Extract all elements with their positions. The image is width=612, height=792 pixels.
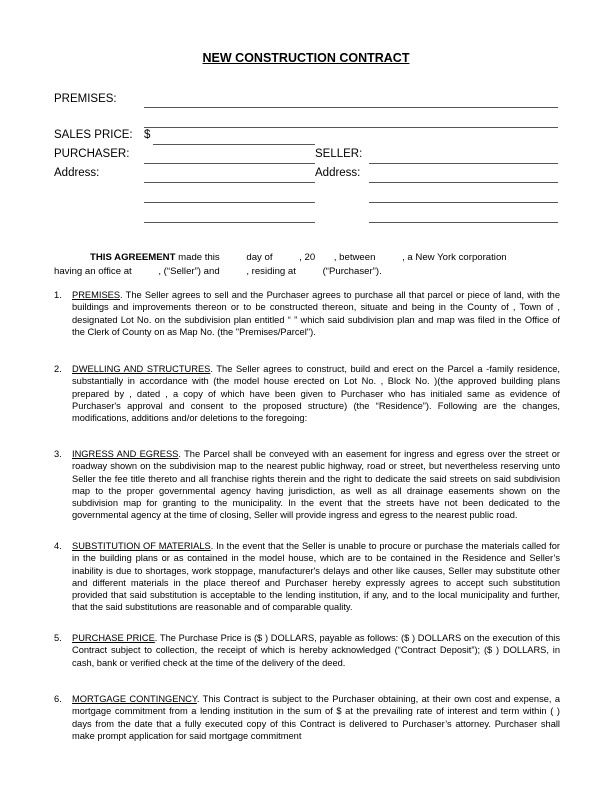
- section-number: 6.: [54, 694, 62, 704]
- section-body: [72, 632, 560, 669]
- premises-line-2[interactable]: [144, 127, 558, 128]
- section-heading: MORTGAGE CONTINGENCY: [72, 694, 197, 704]
- intro-line-1: [90, 251, 558, 265]
- section-substitution-of-materials: [54, 540, 560, 614]
- section-ingress-and-egress: [54, 448, 560, 522]
- seller-address-label: Address:: [315, 167, 361, 179]
- purchaser-line[interactable]: [144, 163, 315, 164]
- intro-line-2: having an office at , (“Seller”) and , residing at (“Purchaser”).: [54, 266, 382, 277]
- premises-label: PREMISES:: [54, 93, 117, 105]
- intro-line-1-text: made this day of , 20 , between , a New York corporation: [175, 252, 507, 263]
- section-number: 4.: [54, 541, 62, 551]
- seller-address-line-2[interactable]: [369, 202, 558, 203]
- seller-label: SELLER:: [315, 148, 363, 160]
- section-text: . The Purchase Price is ($ ) DOLLARS, payable as follows: ($ ) DOLLARS on the execution of this Contract subject to collection, the receipt of which is hereby acknowledged (“Contract Deposit”); ($ ) DOLLARS, in cash, bank or verified check at the time of the delivery of the deed.: [72, 633, 561, 668]
- section-text: . In the event that the Seller is unable to procure or purchase the materials called for in the building plans or as contained in the model house, which are to be contained in the Residence and Seller’s inability is due to shortages, work stoppage, manufacturer's delays and other like causes, Seller may substitute other and different materials in the place thereof and Purchaser hereby expressly agrees to accept such substitution provided that said substitution is acceptable to the lending institution, if any, and to the local municipality and further, that the said substitutions are reasonable and of comparable quality.: [72, 541, 561, 613]
- section-mortgage-contingency: [54, 693, 560, 742]
- section-body: [72, 540, 560, 614]
- purchaser-address-line-1[interactable]: [144, 182, 315, 183]
- section-dwelling-and-structures: [54, 363, 560, 424]
- section-number: 5.: [54, 633, 62, 643]
- purchaser-address-label: Address:: [54, 167, 100, 179]
- section-text: . The Parcel shall be conveyed with an easement for ingress and egress over the street or roadway shown on the subdivision map to the nearest public highway, road or street, but nevertheless reserving unto Seller the fee title thereto and all franchise rights therein and the right to dedicate the said streets on said subdivision map to the proper governmental agency having jurisdiction, as well as all drainage easements shown on the subdivision map for granting to the municipality. In the event that the streets have not been dedicated to the governmental agency at the time of closing, Seller will provide ingress and egress to the nearest public road.: [72, 449, 560, 521]
- section-text: . The Seller agrees to construct, build and erect on the Parcel a -family residence, substantially in accordance with (the model house erected on Lot No. , Block No. )(the approved building plans prepared by , dated , a copy of which have been given to Purchaser who has initialed same as evidence of Purchaser's approval and consent to the proposed structure) (the “Residence”). Following are the changes, modifications, additions and/or deletions to the foregoing:: [72, 364, 560, 424]
- purchaser-address-line-3[interactable]: [144, 222, 315, 223]
- section-text: . The Seller agrees to sell and the Purchaser agrees to purchase all that parcel or piece of land, with the buildings and improvements thereon or to be constructed thereon, situate and being in the County of , Town of , designated Lot No. on the subdivision plan entitled “ ” which said subdivision plan and map was filed in the Office of the Clerk of County on as Map No. (the "Premises/Parcel").: [72, 290, 560, 337]
- section-heading: PREMISES: [72, 290, 121, 300]
- sales-price-line[interactable]: [153, 144, 315, 145]
- section-body: [72, 448, 560, 522]
- section-number: 2.: [54, 364, 62, 374]
- seller-address-line-3[interactable]: [369, 222, 558, 223]
- section-number: 3.: [54, 449, 62, 459]
- section-purchase-price: [54, 632, 560, 669]
- intro-agreement-heading: THIS AGREEMENT: [90, 252, 176, 263]
- section-body: [72, 363, 560, 424]
- dollar-sign: $: [144, 129, 151, 141]
- section-body: [72, 289, 560, 338]
- section-premises: [54, 289, 560, 338]
- section-heading: INGRESS AND EGRESS: [72, 449, 179, 459]
- seller-address-line-1[interactable]: [369, 182, 558, 183]
- purchaser-address-line-2[interactable]: [144, 202, 315, 203]
- section-text: . This Contract is subject to the Purchaser obtaining, at their own cost and expense, a mortgage commitment from a lending institution in the sum of $ at the prevailing rate of interest and term within ( ) days from the date that a fully executed copy of this Contract is delivered to Purchaser’s attorney. Purchaser shall make prompt application for said mortgage commitment: [72, 694, 560, 741]
- section-heading: DWELLING AND STRUCTURES: [72, 364, 211, 374]
- section-number: 1.: [54, 290, 62, 300]
- page-title: NEW CONSTRUCTION CONTRACT: [202, 51, 410, 65]
- section-heading: SUBSTITUTION OF MATERIALS: [72, 541, 211, 551]
- sales-price-label: SALES PRICE:: [54, 129, 133, 141]
- section-heading: PURCHASE PRICE: [72, 633, 155, 643]
- seller-line[interactable]: [369, 163, 558, 164]
- purchaser-label: PURCHASER:: [54, 148, 130, 160]
- premises-line-1[interactable]: [144, 107, 558, 108]
- section-body: [72, 693, 560, 742]
